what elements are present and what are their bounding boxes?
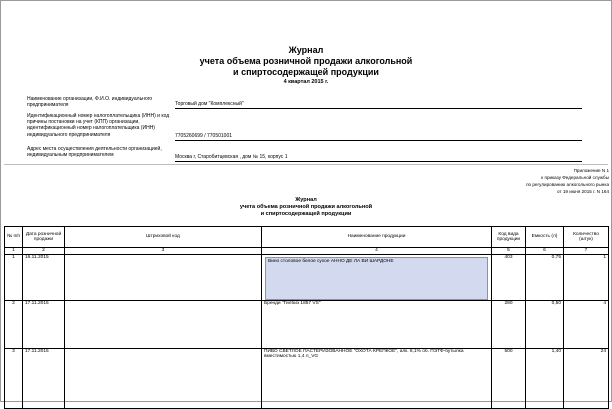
appendix-line4: от 19 июня 2015 г. N 164 (557, 189, 609, 194)
appendix-line1: Приложение N 1 (573, 168, 609, 173)
col-number: 2 (23, 248, 65, 255)
row-number: 3 (5, 349, 23, 409)
appendix-line2: к приказу Федеральной службы (541, 175, 609, 180)
col-number: 4 (262, 248, 492, 255)
volume[interactable]: 0,75 (526, 255, 564, 301)
volume[interactable]: 1,40 (526, 349, 564, 409)
sale-date[interactable]: 17.11.2015 (23, 301, 65, 349)
address-label: Адрес места осуществления деятельности организацией, индивидуальным предпринимателем (27, 146, 162, 159)
inn-value[interactable]: 7705260699 / 770501001 (175, 133, 233, 139)
col-number: 1 (5, 248, 23, 255)
quantity[interactable]: 24 (564, 349, 609, 409)
journal-period: 4 квартал 2015 г. (283, 79, 329, 85)
row-number: 2 (5, 301, 23, 349)
table-row[interactable] (5, 349, 609, 409)
table-row[interactable] (5, 255, 609, 301)
quantity[interactable]: 4 (564, 301, 609, 349)
col-number: 7 (564, 248, 609, 255)
col-number: 5 (492, 248, 526, 255)
product-code[interactable]: 280 (492, 301, 526, 349)
product-code[interactable]: 403 (492, 255, 526, 301)
table-row[interactable] (5, 301, 609, 349)
sales-journal-table (4, 226, 609, 409)
journal-title: Журнал (288, 45, 324, 55)
table-subtitle-line1: учета объема розничной продажи алкогольной (239, 204, 373, 210)
product-code[interactable]: 500 (492, 349, 526, 409)
section-divider (4, 164, 608, 165)
header-quantity: Количество (штук) (564, 227, 609, 248)
col-number: 3 (65, 248, 262, 255)
inn-label: Идентификационный номер налогоплательщика (ИНН) и код причины постановки на учет (КПП) организации, идентификационный номер налогоплательщика (ИНН) индивидуального предпринимателя (27, 113, 170, 138)
header-product-code: Код вида продукции (492, 227, 526, 248)
journal-subtitle-line1: учета объема розничной продажи алкогольной (199, 56, 413, 66)
header-number: № п/п (5, 227, 23, 248)
barcode-cell[interactable] (65, 301, 262, 349)
col-number: 6 (526, 248, 564, 255)
row-number: 1 (5, 255, 23, 301)
product-name-cell[interactable]: ПИВО СВЕТЛОЕ ПАСТЕРИЗОВАННОЕ "ОХОТА КРЕПКОЕ", алк. 8,1% об. ПЭТФ-бутылка вместимостью 1,4 л_VG (262, 349, 492, 409)
appendix-line3: по регулированию алкогольного рынка (526, 182, 609, 187)
address-underline (175, 161, 582, 162)
org-name-value[interactable]: Торговый дом "Комплексный" (175, 101, 244, 107)
org-name-label: Наименование организации, Ф.И.О. индивидуального предпринимателя (27, 96, 153, 109)
quantity[interactable]: 1 (564, 255, 609, 301)
table-subtitle-line2: и спиртосодержащей продукции (260, 211, 352, 217)
sale-date[interactable]: 17.11.2015 (23, 349, 65, 409)
header-barcode: Штриховой код (65, 227, 262, 248)
selected-cell-highlight[interactable]: Вино столовое белое сухое АННО ДЕ ЛА ВИ ШАРДОНЕ (265, 257, 488, 300)
journal-subtitle-line2: и спиртосодержащей продукции (233, 67, 379, 77)
sale-date[interactable]: 16.11.2015 (23, 255, 65, 301)
inn-underline (175, 140, 582, 141)
address-value[interactable]: Москва г, Старобитцевская , дом № 15, корпус 1 (175, 154, 288, 160)
header-date: Дата розничной продажи (23, 227, 65, 248)
org-name-underline (175, 108, 582, 109)
barcode-cell[interactable] (65, 255, 262, 301)
header-product-name: Наименование продукции (262, 227, 492, 248)
header-volume: Емкость (л) (526, 227, 564, 248)
volume[interactable]: 0,50 (526, 301, 564, 349)
barcode-cell[interactable] (65, 349, 262, 409)
table-header-row (5, 227, 609, 248)
product-name-cell[interactable] (262, 255, 492, 301)
table-title: Журнал (295, 197, 317, 203)
product-name-cell[interactable]: Бренди "Гилбиз 1857 VS" (262, 301, 492, 349)
column-number-row (5, 248, 609, 255)
